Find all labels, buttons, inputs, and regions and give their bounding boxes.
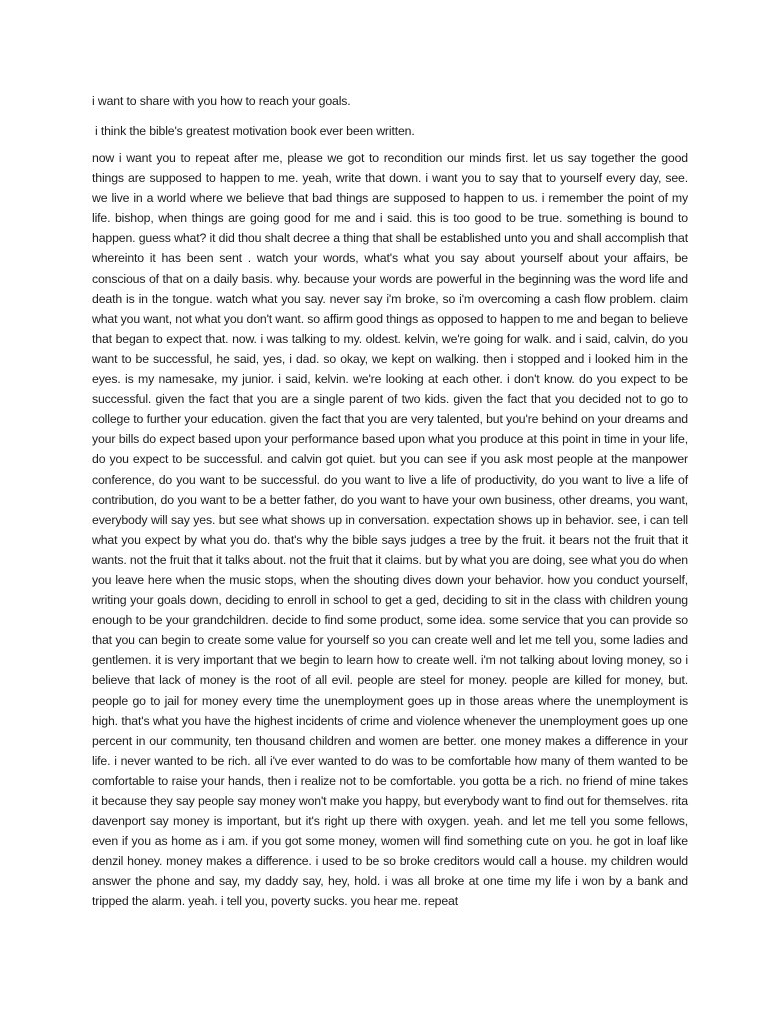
body-paragraph: now i want you to repeat after me, please we got to recondition our minds first. let us say together the good things are supposed to happen to me. yeah, write that down. i want you to say that to yourself every day, see. we live in a world where we believe that bad things are supposed to happen to us. i remember the point of my life. bishop, when things are going good for me and i said. this is too good to be true. something is bound to happen. guess what? it did thou shalt decree a thing that shall be established unto you and shall accomplish that whereinto it has been sent . watch your words, what's what you say about yourself about your affairs, be conscious of that on a daily basis. why. because your words are powerful in the beginning was the word life and death is in the tongue. watch what you say. never say i'm broke, so i'm overcoming a cash flow problem. claim what you want, not what you don't want. so affirm good things as opposed to happen to me and began to believe that began to expect that. now. i was talking to my. oldest. kelvin, we're going for walk. and i said, calvin, do you want to be successful, he said, yes, i dad. so okay, we kept on walking. then i stopped and i looked him in the eyes. is my namesake, my junior. i said, kelvin. we're looking at each other. i don't know. do you expect to be successful. given the fact that you are a single parent of two kids. given the fact that you decided not to go to college to further your education. given the fact that you are very talented, but you're behind on your dreams and your bills do expect based upon your performance based upon what you produce at this point in time in your life, do you expect to be successful. and calvin got quiet. but you can see if you ask most people at the manpower conference, do you want to be successful. do you want to live a life of productivity, do you want to live a life of contribution, do you want to be a better father, do you want to have your own business, other dreams, you want, everybody will say yes. but see what shows up in conversation. expectation shows up in behavior. see, i can tell what you expect by what you do. that's why the bible says judges a tree by the fruit. it bears not the fruit that it wants. not the fruit that it talks about. not the fruit that it claims. but by what you are doing, see what you do when you leave here when the music stops, when the shouting dives down your behavior. how you conduct yourself, writing your goals down, deciding to enroll in school to get a ged, deciding to sit in the class with children young enough to be your grandchildren. decide to find some product, some idea. some service that you can provide so that you can begin to create some value for yourself so you can create well and let me tell you, some ladies and gentlemen. it is very important that we begin to learn how to create well. i'm not talking about loving money, so i believe that lack of money is the root of all evil. people are steel for money. people are killed for money, but. people go to jail for money every time the unemployment goes up in those areas where the unemployment is high. that's what you have the highest incidents of crime and violence whenever the unemployment goes up one percent in our community, ten thousand children and women are better. one money makes a difference in your life. i never wanted to be rich. all i've ever wanted to do was to be comfortable how many of them wanted to be comfortable to raise your hands, then i realize not to be comfortable. you gotta be a rich. no friend of mine takes it because they say people say money won't make you happy, but everybody want to find out for themselves. rita davenport say money is important, but it's right up there with oxygen. yeah. and let me tell you some fellows, even if you as home as i am. if you got some money, women will find something cute on you. he got in loaf like denzil honey. money makes a difference. i used to be so broke creditors would call a house. my children would answer the phone and say, my daddy say, hey, hold. i was all broke at one time my life i won by a bank and tripped the alarm. yeah. i tell you, poverty sucks. you hear me. repeat bbox=[92, 151, 688, 909]
opening-line: i want to share with you how to reach your goals. bbox=[92, 94, 351, 108]
bible-statement-line: i think the bible's greatest motivation book ever been written. bbox=[95, 124, 415, 138]
document-page bbox=[92, 90, 688, 912]
